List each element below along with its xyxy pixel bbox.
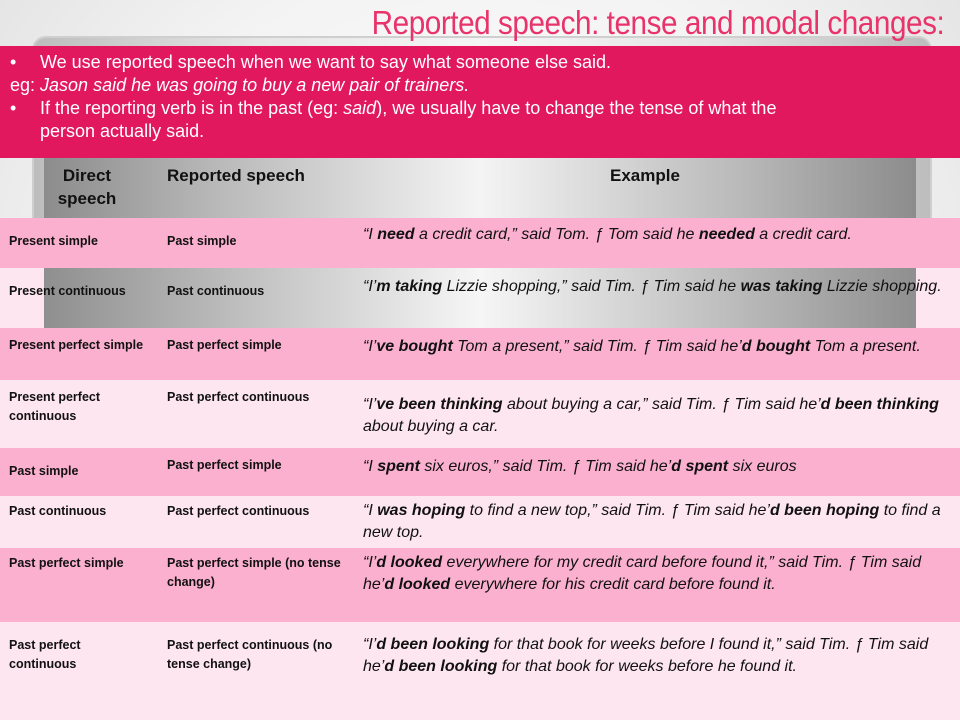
example-verb: d been hoping <box>769 502 880 519</box>
example-text: “I’ <box>363 278 377 295</box>
example-text: “I <box>363 226 378 243</box>
example-text: to find a new top. <box>363 502 941 541</box>
info-point-2 <box>10 97 950 120</box>
info-example-prefix: eg: <box>10 75 41 95</box>
cell-reported-speech: Past continuous <box>167 284 265 298</box>
example-text: “I’ <box>363 636 377 653</box>
info-point-2-continued: person actually said. <box>40 121 205 141</box>
cell-example <box>363 276 948 298</box>
header-direct-speech <box>42 158 132 210</box>
table-row <box>0 218 960 268</box>
cell-example <box>363 634 948 678</box>
example-verb: d been thinking <box>820 396 939 413</box>
example-text: “I <box>363 502 378 519</box>
example-text: Tom a present,” said Tim. ƒ Tim said he’ <box>452 338 742 355</box>
example-text: everywhere for his credit card before found it. <box>450 576 776 593</box>
info-point-1: • We use reported speech when we want to say what someone else said. <box>10 51 950 74</box>
table-row <box>0 496 960 548</box>
cell-reported-speech: Past perfect continuous <box>167 390 310 404</box>
cell-direct-speech: Present simple <box>9 234 98 248</box>
cell-example <box>363 500 948 544</box>
cell-example <box>363 336 948 358</box>
info-example-sentence: Jason said he was going to buy a new pair of trainers. <box>40 75 470 95</box>
table-row <box>0 268 960 328</box>
info-point-2-part-b: ), we usually have to change the tense of what the <box>376 98 777 118</box>
example-verb: d been looking <box>384 658 498 675</box>
cell-direct-speech: Present perfect continuous <box>9 390 101 423</box>
example-text: for that book for weeks before he found it. <box>497 658 797 675</box>
example-text: to find a new top,” said Tim. ƒ Tim said he’ <box>465 502 770 519</box>
example-text: about buying a car. <box>363 418 499 435</box>
cell-reported-speech: Past perfect continuous (no tense change) <box>167 638 333 671</box>
example-text: “I’ <box>363 396 377 413</box>
cell-reported-speech: Past perfect simple <box>167 338 282 352</box>
table-row <box>0 380 960 448</box>
example-text: “I <box>363 458 378 475</box>
example-verb: d spent <box>671 458 729 475</box>
cell-direct-speech: Past perfect continuous <box>9 638 81 671</box>
example-verb: need <box>377 226 415 243</box>
example-text: a credit card,” said Tom. ƒ Tom said he <box>414 226 699 243</box>
example-text: about buying a car,” said Tim. ƒ Tim said he’ <box>502 396 821 413</box>
example-verb: d been looking <box>376 636 490 653</box>
example-text: “I’ <box>363 338 377 355</box>
cell-direct-speech: Past continuous <box>9 504 107 518</box>
cell-reported-speech: Past perfect continuous <box>167 504 310 518</box>
slide-title: Reported speech: tense and modal changes: <box>371 4 944 41</box>
example-verb: ve been thinking <box>376 396 503 413</box>
example-verb: d looked <box>384 576 451 593</box>
cell-example <box>363 224 948 246</box>
cell-direct-speech: Present continuous <box>9 284 126 298</box>
header-reported-speech: Reported speech <box>167 166 305 185</box>
example-verb: was taking <box>740 278 823 295</box>
example-verb: m taking <box>376 278 443 295</box>
info-point-2-part-a: If the reporting verb is in the past (eg: <box>40 98 344 118</box>
table-row <box>0 328 960 380</box>
header-direct-line2: speech <box>57 189 117 208</box>
example-text: six euros,” said Tim. ƒ Tim said he’ <box>419 458 672 475</box>
example-text: Lizzie shopping. <box>822 278 942 295</box>
table-row <box>0 548 960 622</box>
example-verb: needed <box>698 226 755 243</box>
example-text: Tom a present. <box>810 338 921 355</box>
example-verb: d looked <box>376 554 443 571</box>
example-text: Lizzie shopping,” said Tim. ƒ Tim said he <box>442 278 741 295</box>
cell-example <box>363 456 948 478</box>
header-direct-line1: Direct <box>62 166 112 185</box>
table-row <box>0 622 960 720</box>
example-verb: d bought <box>741 338 811 355</box>
cell-example <box>363 552 948 596</box>
example-text: for that book for weeks before I found it,” said Tim. ƒ Tim said he’ <box>363 636 929 675</box>
example-verb: ve bought <box>376 338 453 355</box>
info-example <box>10 74 950 97</box>
example-text: everywhere for my credit card before found it,” said Tim. ƒ Tim said he’ <box>363 554 922 593</box>
cell-direct-speech: Past perfect simple <box>9 556 124 570</box>
cell-direct-speech: Past simple <box>9 464 79 478</box>
header-example: Example <box>610 166 680 185</box>
cell-reported-speech: Past perfect simple <box>167 458 282 472</box>
cell-reported-speech: Past perfect simple (no tense change) <box>167 556 341 589</box>
example-text: a credit card. <box>754 226 852 243</box>
cell-example <box>363 394 948 438</box>
info-point-2-said: said <box>343 98 377 118</box>
example-verb: spent <box>377 458 420 475</box>
cell-reported-speech: Past simple <box>167 234 237 248</box>
table-row <box>0 448 960 496</box>
info-box <box>0 46 960 158</box>
example-text: six euros <box>728 458 797 475</box>
example-verb: was hoping <box>377 502 466 519</box>
cell-direct-speech: Present perfect simple <box>9 338 144 352</box>
example-text: “I’ <box>363 554 377 571</box>
